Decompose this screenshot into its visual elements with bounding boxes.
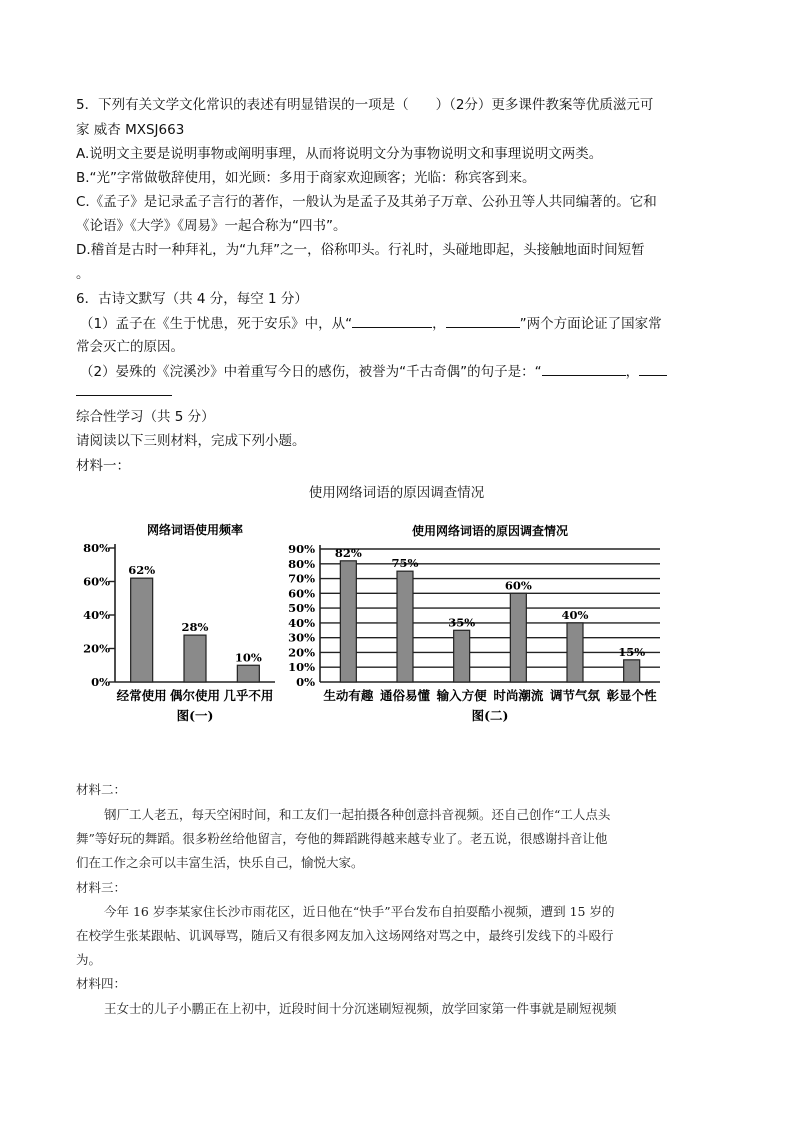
x-tick-label: 通俗易懂 bbox=[379, 688, 431, 703]
bar-value-label: 35% bbox=[448, 615, 476, 630]
material-two-label: 材料二： bbox=[76, 782, 127, 797]
bar bbox=[510, 593, 526, 682]
bar bbox=[131, 578, 153, 682]
section-title: 综合性学习（共 5 分） bbox=[76, 409, 215, 425]
bar-value-label: 40% bbox=[561, 607, 589, 622]
material-three-para: 在校学生张某跟帖、讥讽辱骂，随后又有很多网友加入这场网络对骂之中，最终引发线下的斗殴行 bbox=[76, 928, 614, 943]
q5-option-b: B.“光”字常做敬辞使用，如光顾：多用于商家欢迎顾客；光临：称宾客到来。 bbox=[76, 170, 536, 186]
x-tick-label: 几乎不用 bbox=[223, 688, 274, 703]
q5-option-c: C.《孟子》是记录孟子言行的著作，一般认为是孟子及其弟子万章、公孙丑等人共同编著的。它和 bbox=[76, 194, 657, 210]
x-tick-label: 生动有趣 bbox=[323, 688, 374, 703]
y-tick-label: 40% bbox=[83, 608, 110, 622]
bar bbox=[567, 623, 583, 682]
y-tick-label: 30% bbox=[288, 630, 315, 645]
chart-caption: 图(二) bbox=[471, 708, 509, 723]
chart-usage-reasons bbox=[288, 523, 660, 723]
material-three-para: 为。 bbox=[76, 952, 102, 967]
y-tick-label: 50% bbox=[288, 601, 315, 616]
section-instruction: 请阅读以下三则材料，完成下列小题。 bbox=[76, 433, 306, 449]
figure-title: 使用网络词语的原因调查情况 bbox=[308, 485, 485, 501]
material-four-para: 王女士的儿子小鹏正在上初中，近段时间十分沉迷刷短视频，放学回家第一件事就是刷短视频 bbox=[104, 1001, 617, 1016]
y-tick-label: 70% bbox=[288, 571, 315, 586]
bar bbox=[340, 561, 356, 682]
x-tick-label: 彰显个性 bbox=[606, 688, 657, 703]
bar bbox=[624, 660, 640, 682]
q6-part1-cont: 常会灭亡的原因。 bbox=[76, 339, 184, 355]
bar bbox=[454, 630, 470, 682]
bar bbox=[184, 635, 206, 682]
y-tick-label: 80% bbox=[83, 541, 110, 555]
bar-value-label: 15% bbox=[618, 644, 646, 659]
material-two-para: 们在工作之余可以丰富生活，快乐自己，愉悦大家。 bbox=[76, 855, 364, 870]
material-four-label: 材料四： bbox=[76, 976, 127, 991]
y-tick-label: 40% bbox=[288, 615, 315, 630]
material-three-label: 材料三： bbox=[76, 880, 127, 895]
blank-separator: ， bbox=[432, 316, 446, 332]
material-two-para: 钢厂工人老五，每天空闲时间，和工友们一起拍摄各种创意抖音视频。还自己创作“工人点头 bbox=[104, 807, 611, 822]
y-tick-label: 80% bbox=[288, 556, 315, 571]
q5-option-c-cont: 《论语》《大学》《周易》一起合称为“四书”。 bbox=[76, 218, 347, 234]
x-tick-label: 输入方便 bbox=[436, 688, 487, 703]
y-tick-label: 0% bbox=[296, 675, 315, 689]
bar-value-label: 62% bbox=[128, 563, 156, 578]
bar-value-label: 60% bbox=[504, 578, 532, 593]
q6-stem: 6．古诗文默写（共 4 分，每空 1 分） bbox=[76, 291, 308, 307]
material-two-para: 舞”等好玩的舞蹈。很多粉丝给他留言，夸他的舞蹈跳得越来越专业了。老五说，很感谢抖音让他 bbox=[76, 831, 608, 846]
chart-title: 网络词语使用频率 bbox=[146, 523, 244, 537]
chart-caption: 图(一) bbox=[176, 708, 214, 723]
q5-option-a: A.说明文主要是说明事物或阐明事理，从而将说明文分为事物说明文和事理说明文两类。 bbox=[76, 146, 603, 162]
x-tick-label: 经常使用 bbox=[116, 688, 167, 703]
x-tick-label: 偶尔使用 bbox=[169, 688, 221, 703]
y-tick-label: 0% bbox=[91, 675, 110, 689]
bar bbox=[237, 665, 259, 682]
q5-option-d: D.稽首是古时一种拜礼，为“九拜”之一，俗称叩头。行礼时，头碰地即起，头接触地面时间短暂 bbox=[76, 242, 645, 258]
material-one-label: 材料一： bbox=[76, 458, 130, 474]
y-tick-label: 20% bbox=[83, 641, 110, 656]
bar-value-label: 28% bbox=[181, 620, 209, 635]
blank-separator: ， bbox=[625, 364, 640, 380]
y-tick-label: 60% bbox=[83, 574, 110, 589]
q6-part1-prefix: （1）孟子在《生于忧患，死于安乐》中，从“ bbox=[80, 316, 353, 332]
q6-part1-suffix: ”两个方面论证了国家常 bbox=[519, 316, 662, 332]
chart-usage-frequency bbox=[83, 522, 275, 723]
x-tick-label: 时尚潮流 bbox=[493, 688, 544, 703]
x-tick-label: 调节气氛 bbox=[549, 688, 601, 703]
chart-title: 使用网络词语的原因调查情况 bbox=[411, 524, 569, 538]
bar-value-label: 75% bbox=[391, 556, 419, 571]
material-three-para: 今年 16 岁李某家住长沙市雨花区，近日他在“快手”平台发布自拍耍酷小视频，遭到 15 岁的 bbox=[104, 904, 615, 919]
y-tick-label: 20% bbox=[288, 645, 315, 660]
y-tick-label: 90% bbox=[288, 542, 315, 556]
bar-value-label: 10% bbox=[234, 650, 262, 665]
bar bbox=[397, 571, 413, 682]
q5-option-d-cont: 。 bbox=[76, 266, 90, 282]
y-tick-label: 10% bbox=[288, 660, 315, 675]
y-tick-label: 60% bbox=[288, 586, 315, 601]
bar-value-label: 82% bbox=[334, 545, 362, 560]
q6-part2-prefix: （2）晏殊的《浣溪沙》中着重写今日的感伤，被誉为“千古奇偶”的句子是：“ bbox=[80, 364, 542, 380]
q5-stem-cont: 家 威杏 MXSJ663 bbox=[76, 122, 185, 138]
q5-stem: 5．下列有关文学文化常识的表述有明显错误的一项是（ ）（2分）更多课件教案等优质滋元可 bbox=[76, 97, 654, 113]
